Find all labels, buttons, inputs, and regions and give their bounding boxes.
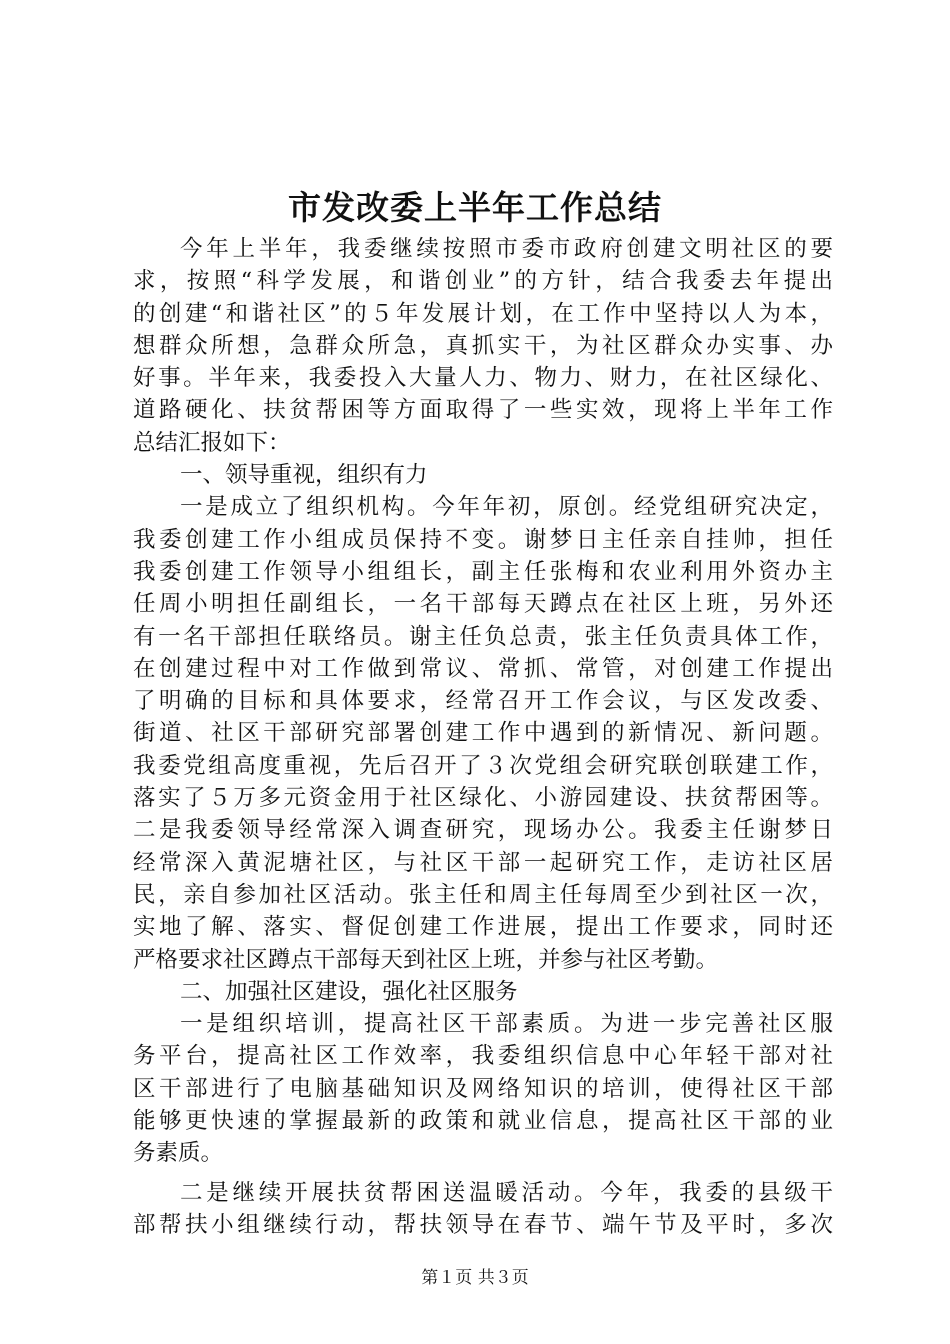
paragraph-line: 区干部进行了电脑基础知识及网络知识的培训，使得社区干部 [133,1075,833,1102]
paragraph-line: 严格要求社区蹲点干部每天到社区上班，并参与社区考勤。 [133,946,719,973]
paragraph-line: 在创建过程中对工作做到常议、常抓、常管，对创建工作提出 [133,655,833,682]
paragraph-line: 民，亲自参加社区活动。张主任和周主任每周至少到社区一次， [133,881,833,908]
paragraph-line: 有一名干部担任联络员。谢主任负总责，张主任负责具体工作， [133,623,833,650]
paragraph-line: 求，按照“科学发展，和谐创业”的方针，结合我委去年提出 [133,268,833,295]
paragraph-line: 落实了５万多元资金用于社区绿化、小游园建设、扶贫帮困等。 [133,785,833,812]
paragraph-line: 想群众所想，急群众所急，真抓实干，为社区群众办实事、办 [133,332,833,359]
paragraph-line: 我委创建工作领导小组组长，副主任张梅和农业利用外资办主 [133,558,833,585]
paragraph-line: 总结汇报如下： [133,429,291,456]
paragraph-line: 部帮扶小组继续行动，帮扶领导在春节、端午节及平时，多次 [133,1211,833,1238]
section-heading: 二、加强社区建设，强化社区服务 [180,978,518,1005]
section-heading: 一、领导重视，组织有力 [180,462,428,489]
paragraph-line: 了明确的目标和具体要求，经常召开工作会议，与区发改委、 [133,688,833,715]
paragraph-line: 我委创建工作小组成员保持不变。谢梦日主任亲自挂帅，担任 [133,526,833,553]
paragraph-line: 今年上半年，我委继续按照市委市政府创建文明社区的要 [180,236,833,262]
paragraph-line: 好事。半年来，我委投入大量人力、物力、财力，在社区绿化、 [133,365,833,392]
paragraph-line: 能够更快速的掌握最新的政策和就业信息，提高社区干部的业 [133,1108,833,1135]
paragraph-line: 街道、社区干部研究部署创建工作中遇到的新情况、新问题。 [133,720,833,747]
paragraph-line: 我委党组高度重视，先后召开了３次党组会研究联创联建工作， [133,752,833,779]
paragraph-line: 二是继续开展扶贫帮困送温暖活动。今年，我委的县级干 [180,1179,833,1206]
paragraph-line: 务平台，提高社区工作效率，我委组织信息中心年轻干部对社 [133,1043,833,1070]
paragraph-line: 实地了解、落实、督促创建工作进展，提出工作要求，同时还 [133,914,833,941]
paragraph-line: 一是组织培训，提高社区干部素质。为进一步完善社区服 [180,1011,833,1038]
paragraph-line: 的创建“和谐社区”的５年发展计划，在工作中坚持以人为本， [133,300,833,327]
paragraph-line: 道路硬化、扶贫帮困等方面取得了一些实效，现将上半年工作 [133,397,833,424]
paragraph-line: 一是成立了组织机构。今年年初，原创。经党组研究决定， [180,494,833,521]
document-title: 市发改委上半年工作总结 [288,188,662,227]
page-number-footer: 第１页 共３页 [421,1268,529,1288]
paragraph-line: 经常深入黄泥塘社区，与社区干部一起研究工作，走访社区居 [133,849,833,876]
document-body [133,233,833,1241]
paragraph-line: 务素质。 [133,1140,224,1167]
paragraph-line: 二是我委领导经常深入调查研究，现场办公。我委主任谢梦日 [133,817,833,844]
paragraph-line: 任周小明担任副组长，一名干部每天蹲点在社区上班，另外还 [133,591,833,618]
